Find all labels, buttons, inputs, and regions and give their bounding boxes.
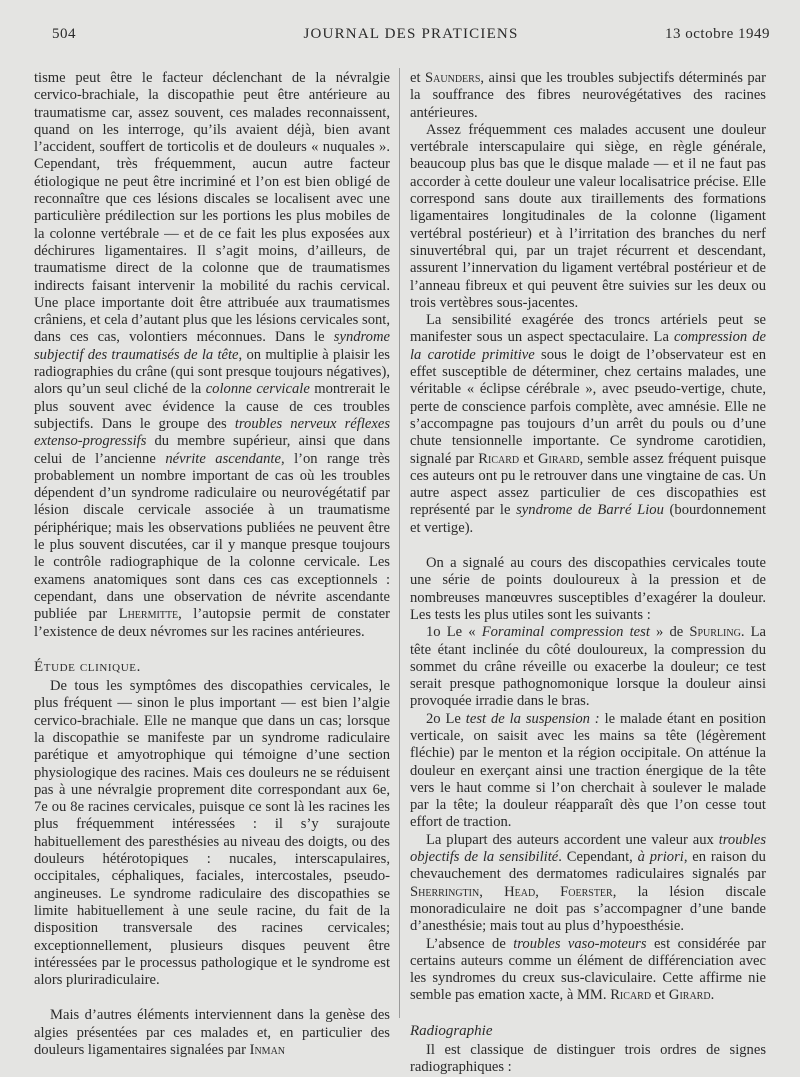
text-run: La sensibilité exagérée des troncs artériels peut se manifester sous un aspect spectaculaire. La (410, 312, 766, 346)
text-run: le malade étant en position verticale, on saisit avec les mains sa tête (légèrement fléchie) par le menton et la région occipitale. On atténue la douleur en exerçant ainsi une traction énergique de la tête vers le haut comme si l’on cherchait à soulever le malade par la tête; la douleur réapparaît dès que l’on cesse tout effort de traction. (410, 710, 766, 831)
text-run: et (410, 70, 426, 86)
paragraph-gap (410, 1005, 766, 1023)
text-run: Étude clinique. (34, 658, 141, 675)
text-run: On a signalé au cours des discopathies cervicales toute une série de points douloureux à la pression et de nombreuses manœuvres susceptibles d’exagérer la douleur. Les tests les plus utiles sont les suivants : (410, 555, 766, 623)
text-run: Assez fréquemment ces malades accusent une douleur vertébrale interscapulaire qui siège, en règle générale, beaucoup plus bas que le disque malade — et il ne faut pas accorder à cette douleur une valeur localisatrice précise. Elle correspond sans doute aux tiraillements des formations ligamentaires longitudinales de la colonne (ligament vertébral postérieur) et à l’irritation des branches du nerf sinuvertébral qui, par un trajet récurrent et descendant, assurent l’innervation du ligament vertébral postérieur et de l’anneau fibreux et qui peuvent être suivies sur les deux ou trois vertèbres sous-jacentes. (410, 121, 766, 311)
paragraph (410, 70, 766, 122)
page-number: 504 (52, 26, 76, 42)
paragraph (410, 711, 766, 832)
author-name: Lhermitte (118, 606, 179, 623)
text-run: 1o Le « (426, 624, 482, 641)
text-run: L’absence de (426, 935, 514, 952)
text-run: , (535, 883, 561, 900)
text-run: , on multiplie à plaisir les radiographies du crâne (qui sont presque toujours négatives), alors qu’un seul cliché de la (34, 346, 390, 398)
paragraph (410, 1042, 766, 1077)
author-name: Ricard (478, 450, 520, 467)
text-run: , l’autopsie permit de constater l’existence de deux névromes sur les racines antérieures. (34, 606, 390, 640)
text-run: (bourdonnement et vertige). (410, 502, 767, 536)
left-column (34, 70, 390, 1059)
author-name: Foerster (560, 883, 613, 900)
text-run: sous le doigt de l’observateur est en effet susceptible de déterminer, chez certains malades, une véritable « éclipse cérébrale », avec pseudo-vertige, chute, perte de conscience parfois complète, avec amnésie. Elle ne s’accompagne pas toujours d’un arrêt du pouls ou d’une chute tensionnelle importante. Ce syndrome carotidien, signalé par (410, 346, 766, 467)
paragraph-gap (34, 989, 390, 1007)
paragraph (410, 624, 766, 710)
text-run: , en raison du chevauchement des dermatomes radiculaires signalés par (410, 849, 766, 883)
section-heading (34, 659, 390, 676)
author-name: Ricard (610, 987, 652, 1004)
text-run: Radiographie (410, 1022, 493, 1039)
author-name: Girard (668, 987, 711, 1004)
subsection-heading (410, 1023, 766, 1040)
issue-date: 13 octobre 1949 (665, 26, 770, 42)
text-run: Il est classique de distinguer trois ordres de signes radiographiques : (410, 1042, 766, 1076)
text-run: . La tête étant inclinée du côté douloureux, la compression du sommet du crâne réveille ou exacerbe la douleur; ce test serait presque pathognomonique lorsque la douleur ainsi provoquée irradie dans le bras. (410, 624, 766, 710)
right-column (410, 70, 767, 1076)
paragraph (410, 555, 766, 624)
text-run: , l’on range très probablement un nombre important de cas où les troubles dépendent d’un syndrome radiculaire ou neurovégétatif par lésion discale cervicale associée à un traumatisme périphérique; mais les observations publiées ne peuvent être le plus souvent discutées, car il y manque presque toujours le contrôle radiographique de la colonne cervicale. Les examens anatomiques sont dans ces cas exceptionnels : cependant, dans une observation de névrite ascendante publiée par (34, 450, 390, 623)
author-name: Girard (537, 450, 580, 467)
author-name: Head (504, 883, 536, 900)
paragraph-gap (410, 537, 766, 555)
text-run: et (519, 450, 538, 467)
author-name: Inman (249, 1042, 286, 1059)
text-run: . (710, 987, 715, 1004)
text-run: , la lésion discale monoradiculaire ne doit pas s’accompagner d’une bande d’anesthésie; mais tout au plus d’hypoesthésie. (410, 883, 767, 935)
text-run: tisme peut être le facteur déclenchant de la névralgie cervico-brachiale, la discopathie peut être antérieure au traumatisme car, assez souvent, ces malades reconnaissent, quand on les interroge, qu’ils avaient déjà, bien avant l’accident, souffert de torticolis et de douleurs « nuquales ». Cependant, très fréquemment, aucun autre facteur étiologique ne peut être incriminé et l’on est bien obligé de reconnaître que ces lésions discales se localisent avec une particulière prédilection sur les portions les plus mobiles de la colonne vertébrale — et de ce fait les plus exposées aux déchirures ligamentaires. Il s’agit moins, d’ailleurs, de traumatisme direct de la colonne que de traumatismes indirects faisant intervenir la mobilité du rachis cervical. Une place importante doit être attribuée aux traumatismes crâniens, et cela d’autant plus que les lésions cervicales sont, dans ces cas, volontiers méconnues. Dans le (34, 70, 390, 346)
text-run: La plupart des auteurs accordent une valeur aux (426, 831, 719, 848)
journal-title: JOURNAL DES PRATICIENS (303, 26, 519, 42)
paragraph-gap (34, 641, 390, 659)
italic-run: troubles vaso-moteurs (513, 935, 647, 952)
text-run: De tous les symptômes des discopathies cervicales, le plus fréquent — sinon le plus important — est bien l’algie cervico-brachiale. Elle ne manque que dans un cas; lorsque la discopathie se manifeste par un syndrome radiculaire parétique et amyotrophique qui témoigne d’une section physiologique des racines. Mais ces douleurs ne se réduisent pas à une névralgie proprement dite correspondant aux 6e, 7e ou 8e racines cervicales, puisque ce sont là les racines les plus fréquemment intéressées : il s’y surajoute habituellement des paresthésies au niveau des doigts, ou des douleurs hétérotopiques : nucales, interscapulaires, occipitales, céphaliques, faciales, intercostales, pseudo-angineuses. Le syndrome radiculaire des discopathies se limite habituellement à une seule racine, du fait de la disposition transversale des racines cervicales; exceptionnellement, plusieurs disques peuvent être intéressées par le processus pathologique et le syndrome est alors pluriradiculaire. (34, 678, 390, 989)
author-name: Saunders (425, 70, 481, 86)
text-run: montrerait le plus souvent avec évidence la cause de ces troubles subjectifs. Dans le groupe des (34, 381, 390, 432)
text-run: est considérée par certains auteurs comme un élément de différenciation avec les syndromes du creux sus-claviculaire. Cette affirme nie semble pas emation xacte, à MM. (410, 935, 766, 1004)
italic-run: troubles objectifs de la sensibilité (410, 831, 766, 866)
column-rule (399, 68, 400, 1018)
paragraph (34, 678, 390, 989)
italic-run: colonne cervicale (205, 381, 310, 398)
italic-run: syndrome de Barré Liou (516, 502, 664, 519)
paragraph (34, 70, 390, 641)
text-run: . Cependant, (558, 849, 638, 866)
text-run: , ainsi que les troubles subjectifs déterminés par la souffrance des fibres neurovégétatives des racines antérieures. (410, 70, 767, 121)
paragraph (410, 936, 766, 1005)
text-run: , semble assez fréquent puisque ces auteurs ont pu le retrouver dans une vingtaine de cas. Un autre aspect assez particulier de ces discopathies est représenté par le (410, 450, 766, 519)
italic-run: à priori (637, 849, 684, 866)
text-run: » de (649, 624, 690, 641)
italic-run: syndrome subjectif des traumatisés de la tête (34, 329, 390, 363)
text-run: 2o Le (426, 710, 466, 727)
text-run: , (479, 883, 505, 900)
italic-run: Foraminal compression test (481, 624, 650, 641)
paragraph (410, 122, 766, 312)
text-run: Mais d’autres éléments interviennent dans la genèse des algies présentées par ces malades et, en particulier des douleurs ligamentaires signalées par (34, 1007, 390, 1059)
italic-run: troubles nerveux réflexes extenso-progressifs (34, 415, 390, 450)
paragraph (34, 1007, 390, 1059)
italic-run: test de la suspension : (465, 710, 600, 727)
running-header (52, 26, 770, 46)
author-name: Sherringtin (410, 883, 480, 900)
paragraph (410, 312, 766, 537)
text-run: du membre supérieur, ainsi que dans celui de l’ancienne (34, 433, 390, 467)
italic-run: névrite ascendante (165, 450, 281, 467)
text-run: et (651, 987, 669, 1004)
author-name: Spurling (689, 624, 741, 641)
italic-run: compression de la carotide primitive (410, 329, 767, 363)
paragraph (410, 832, 766, 936)
